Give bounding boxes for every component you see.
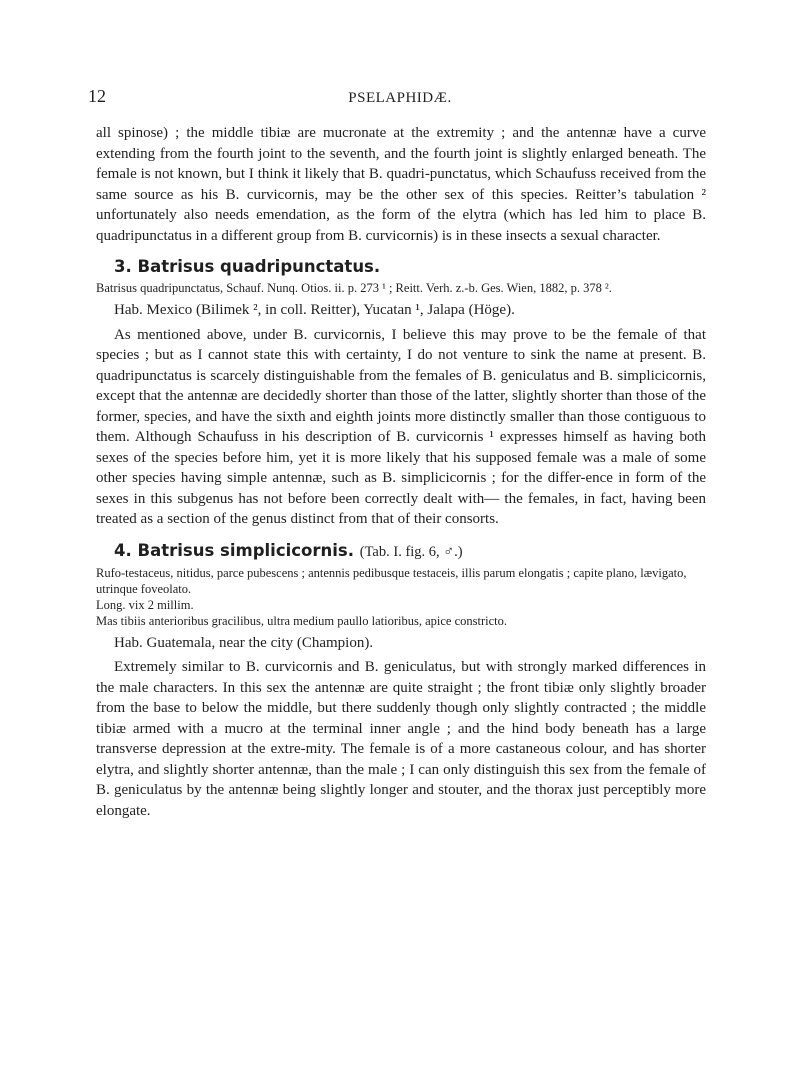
section-number: 3. [114,257,132,276]
page-header [0,86,800,116]
habitat: Hab. Guatemala, near the city (Champion). [114,634,374,651]
page-number: 12 [88,86,106,106]
running-head: PSELAPHIDÆ. [348,90,452,106]
page-body [96,123,706,821]
section-body: As mentioned above, under B. curvicornis, I believe this may prove to be the female of that species ; but as I cannot state this with certainty, I do not venture to sink the name at present. B. quadripunctatus is scarcely distinguishable from the females of B. geniculatus and B. simplicicornis, except that the antennæ are decidedly shorter than those of the latter, slightly shorter than those of the former, species, and have the sixth and eighth joints more distinctly smaller than those contiguous to them. Although Schaufuss in his description of B. curvicornis ¹ expresses himself as having both sexes of the species before him, yet it is more likely that his supposed female was a male of some other species having simple antennæ, such as B. simplicicornis ; for the differ-ence in form of the sexes in this subgenus has not before been correctly dealt with— the females, in fact, having been treated as a section of the genus distinct from that of their consorts. [96,326,706,527]
section-number: 4. [114,540,132,560]
section-title: Batrisus simplicicornis. [137,540,354,560]
section-heading [114,540,706,563]
section-body: Extremely similar to B. curvicornis and B. geniculatus, but with strongly marked differences in the male characters. In this sex the antennæ are quite straight ; the front tibiæ only slightly broader from the base to below the middle, but there suddenly though only slightly contracted ; the middle tibiæ armed with a mucro at the terminal inner angle ; and the hind body beneath has a large transverse depression at the extre-mity. The female is of a more castaneous colour, and has shorter elytra, and slightly shorter antennæ, than the male ; I can only distinguish this sex from the female of B. geniculatus by the antennæ being slightly longer and stouter, and the thorax just perceptibly more elongate. [96,659,706,819]
male-note: Mas tibiis anterioribus gracilibus, ultra medium paullo latioribus, apice constricto. [96,613,508,628]
plate-reference: (Tab. I. fig. 6, ♂.) [359,543,463,560]
section-heading [114,256,706,278]
section-title: Batrisus quadripunctatus. [137,257,381,276]
habitat: Hab. Mexico (Bilimek ², in coll. Reitter), Yucatan ¹, Jalapa (Höge). [114,302,515,318]
latin-diagnosis: Rufo-testaceus, nitidus, parce pubescens ; antennis pedibusque testaceis, illis parum elongatis ; capite plano, lævigato, utrinque foveolato. [96,565,687,596]
length-note: Long. vix 2 millim. [96,597,194,612]
intro-paragraph: all spinose) ; the middle tibiæ are mucronate at the extremity ; and the antennæ have a curve extending from the fourth joint to the seventh, and the fourth joint is slightly enlarged beneath. The female is not known, but I think it likely that B. quadri-punctatus, which Schaufuss received from the same source as his B. curvicornis, may be the other sex of this species. Reitter’s tabulation ² unfortunately also needs emendation, as the form of the elytra (which has led him to place B. quadripunctatus in a different group from B. curvicornis) is in these insects a sexual character. [96,125,706,244]
synonymy: Batrisus quadripunctatus, Schauf. Nunq. Otios. ii. p. 273 ¹ ; Reitt. Verh. z.-b. Ges. Wien, 1882, p. 378 ². [96,281,612,295]
